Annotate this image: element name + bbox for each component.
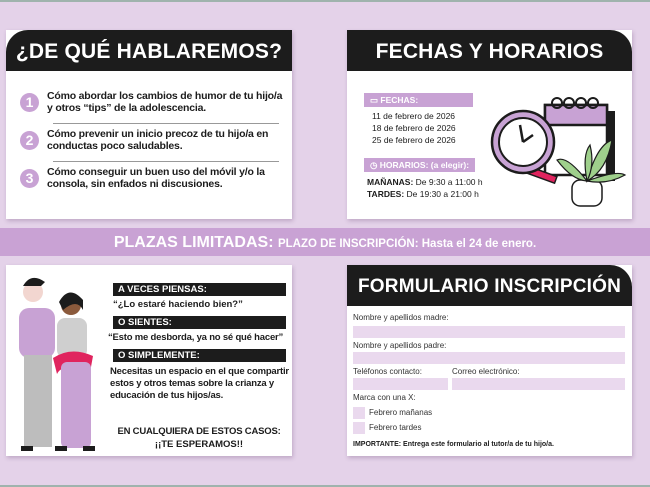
father-name-field[interactable] bbox=[353, 352, 625, 364]
banner-heading: PLAZAS LIMITADAS: bbox=[113, 234, 274, 251]
mother-name-field[interactable] bbox=[353, 326, 625, 338]
heading-feelings: O SIENTES: bbox=[113, 316, 286, 329]
topic-text: Cómo prevenir un inicio precoz de tu hijo/a en conductas poco saludables. bbox=[47, 128, 269, 152]
afternoon-option-label: Febrero tardes bbox=[369, 423, 422, 432]
feelings-card bbox=[6, 265, 292, 456]
heading-thoughts: A VECES PIENSAS: bbox=[113, 283, 286, 296]
topic-text: Cómo abordar los cambios de humor de tu hijo/a y otros “tips” de la adolescencia. bbox=[47, 90, 283, 114]
mother-name-label: Nombre y apellidos madre: bbox=[353, 313, 449, 322]
morning-checkbox[interactable] bbox=[353, 407, 365, 419]
registration-form bbox=[347, 265, 632, 456]
divider bbox=[53, 161, 279, 162]
schedule-title: FECHAS Y HORARIOS bbox=[347, 30, 632, 71]
morning-option-label: Febrero mañanas bbox=[369, 408, 433, 417]
email-field[interactable] bbox=[452, 378, 625, 390]
topic-item bbox=[20, 90, 288, 114]
clock-icon: ◷ bbox=[370, 160, 380, 170]
form-title: FORMULARIO INSCRIPCIÓN bbox=[347, 265, 632, 306]
afternoon-checkbox[interactable] bbox=[353, 422, 365, 434]
date: 11 de febrero de 2026 bbox=[372, 111, 456, 121]
banner-text: PLAZO DE INSCRIPCIÓN: Hasta el 24 de enero. bbox=[277, 238, 537, 250]
need-text: Necesitas un espacio en el que compartir estos y otros temas sobre la crianza y educación de tus hijos/as. bbox=[110, 366, 289, 401]
hours-label: ◷ HORARIOS: (a elegir): bbox=[364, 158, 475, 172]
parents-illustration bbox=[11, 270, 106, 455]
heading-simply: O SIMPLEMENTE: bbox=[113, 349, 286, 362]
topic-item bbox=[20, 166, 288, 190]
topics-title: ¿DE QUÉ HABLAREMOS? bbox=[6, 30, 292, 71]
date: 18 de febrero de 2026 bbox=[372, 123, 456, 133]
topic-item bbox=[20, 128, 288, 152]
afternoon-hours: TARDES: De 19:30 a 21:00 h bbox=[367, 189, 479, 199]
number-badge: 2 bbox=[20, 131, 39, 150]
date: 25 de febrero de 2026 bbox=[372, 135, 456, 145]
phone-field[interactable] bbox=[353, 378, 448, 390]
mark-label: Marca con una X: bbox=[353, 393, 416, 402]
father-name-label: Nombre y apellidos padre: bbox=[353, 341, 447, 350]
important-note: IMPORTANTE: Entrega este formulario al tutor/a de tu hijo/a. bbox=[353, 441, 554, 448]
schedule-card bbox=[347, 30, 632, 219]
registration-banner bbox=[0, 228, 650, 256]
number-badge: 1 bbox=[20, 93, 39, 112]
topic-text: Cómo conseguir un buen uso del móvil y/o la consola, sin enfados ni discusiones. bbox=[47, 166, 265, 190]
calendar-icon: ▭ bbox=[370, 95, 381, 105]
divider bbox=[53, 123, 279, 124]
welcome-line: ¡¡TE ESPERAMOS!! bbox=[154, 439, 244, 450]
morning-hours: MAÑANAS: De 9:30 a 11:00 h bbox=[367, 177, 483, 187]
topics-card bbox=[6, 30, 292, 219]
clock-calendar-illustration bbox=[487, 85, 627, 215]
dates-label: ▭ FECHAS: bbox=[364, 93, 473, 107]
quote-feelings: “Esto me desborda, ya no sé qué hacer” bbox=[108, 332, 284, 343]
closing-line: EN CUALQUIERA DE ESTOS CASOS: bbox=[117, 426, 281, 437]
quote-thoughts: “¿Lo estaré haciendo bien?” bbox=[113, 299, 243, 310]
email-label: Correo electrónico: bbox=[452, 367, 520, 376]
phone-label: Teléfonos contacto: bbox=[353, 367, 422, 376]
top-border bbox=[0, 0, 650, 2]
number-badge: 3 bbox=[20, 169, 39, 188]
